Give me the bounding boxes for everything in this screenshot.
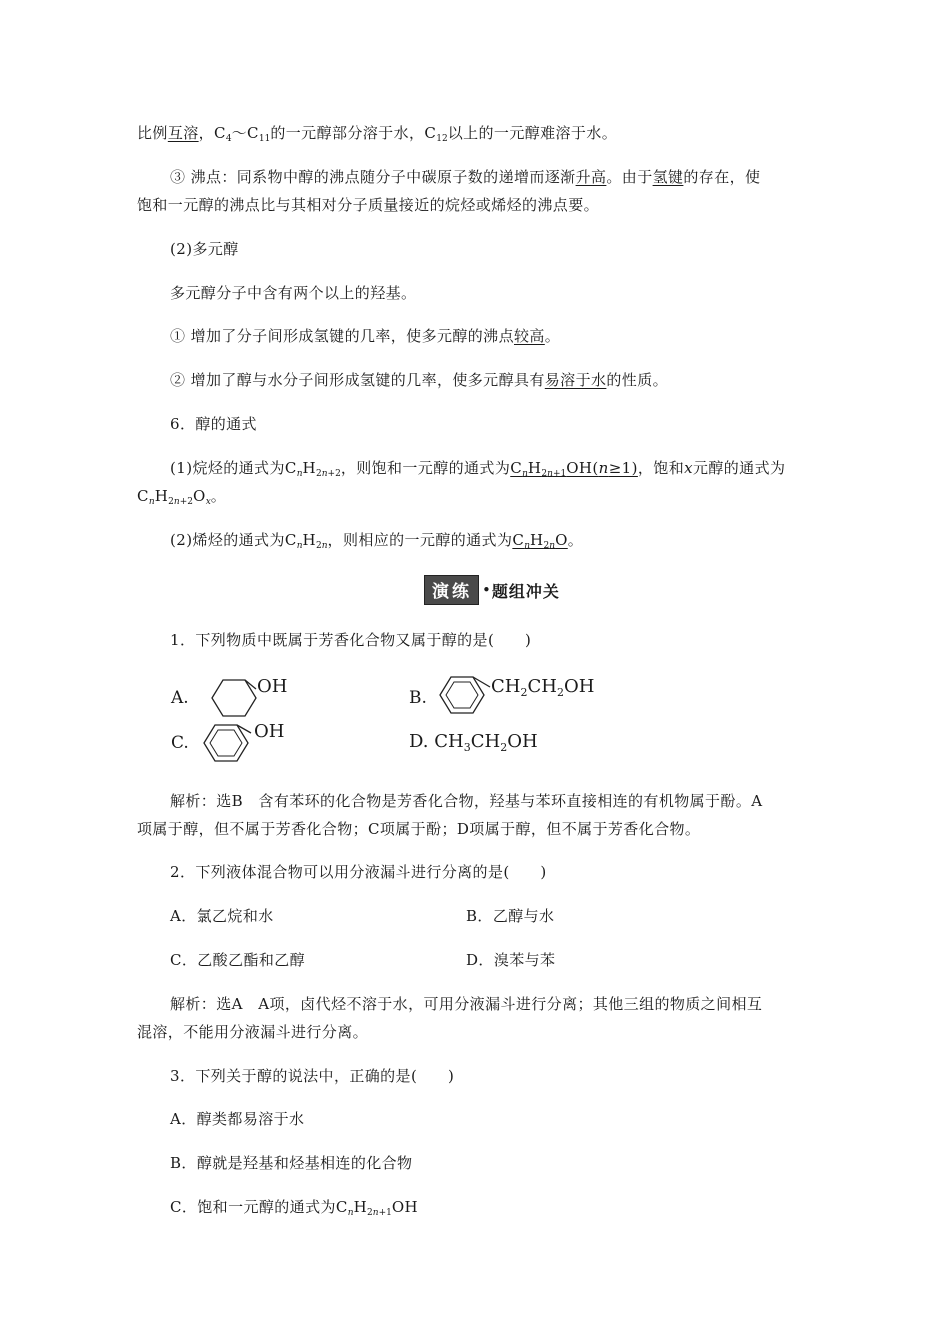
text: O — [555, 531, 568, 549]
text: 以上的一元醇难溶于水。 — [447, 124, 618, 142]
option-a-oh: OH — [257, 676, 288, 697]
text: ，饱和 — [637, 459, 685, 477]
subscript: 2 — [556, 686, 564, 699]
text: H — [530, 531, 544, 549]
question-3-stem: 3．下列关于醇的说法中，正确的是( ) — [170, 1067, 455, 1085]
text: H — [302, 459, 317, 477]
subscript: n — [173, 497, 180, 507]
text: O — [192, 487, 206, 505]
question-2-option-d: D．溴苯与苯 — [466, 951, 556, 969]
question-1-analysis-cont: 项属于醇，但不属于芳香化合物；C项属于酚；D项属于醇，但不属于芳香化合物。 — [137, 820, 701, 838]
text: ② 增加了醇与水分子间形成氢键的几率，使多元醇具有 — [170, 371, 545, 389]
text: 。 — [544, 327, 561, 345]
text: C — [510, 459, 523, 477]
subscript: 12 — [436, 134, 448, 144]
text: ～C — [231, 124, 259, 142]
subscript: 2 — [316, 541, 322, 551]
subscript: n — [372, 1208, 379, 1218]
subscript: 11 — [258, 134, 271, 144]
answer-underline: 升高 — [575, 168, 607, 186]
subscript: 2 — [500, 741, 508, 754]
paragraph-alkane-formula-cont — [137, 486, 226, 506]
question-3-option-c — [170, 1197, 418, 1217]
section-title: 题组冲关 — [491, 581, 560, 601]
option-c-oh: OH — [254, 721, 285, 742]
subscript: +1 — [552, 469, 567, 479]
text: n — [598, 459, 609, 477]
text: 。由于 — [606, 168, 653, 186]
answer-underline: 较高 — [513, 327, 545, 345]
text: 。 — [210, 487, 227, 505]
question-2-stem: 2．下列液体混合物可以用分液漏斗进行分离的是( ) — [170, 863, 547, 881]
subscript: 2 — [543, 541, 550, 551]
question-2-analysis: 解析：选A A项，卤代烃不溶于水，可用分液漏斗进行分离；其他三组的物质之间相互 — [170, 995, 763, 1013]
subscript: n — [321, 541, 328, 551]
question-3-option-b: B．醇就是羟基和烃基相连的化合物 — [170, 1154, 413, 1172]
subscript: +1 — [378, 1208, 392, 1218]
subscript: 2 — [367, 1208, 373, 1218]
question-1-analysis: 解析：选B 含有苯环的化合物是芳香化合物，羟基与苯环直接相连的有机物属于酚。A — [170, 792, 763, 810]
option-d — [409, 731, 538, 753]
subscript: 2 — [520, 686, 528, 699]
subscript: n — [321, 469, 328, 479]
text: (1)烷烃的通式为C — [170, 459, 297, 477]
text: CH — [527, 676, 557, 697]
text: C — [512, 531, 525, 549]
text: 比例 — [137, 124, 168, 142]
section-header-practice — [424, 577, 560, 603]
option-d-letter: D. — [409, 731, 429, 752]
subscript: n — [347, 1208, 354, 1218]
question-2-option-c: C．乙酸乙酯和乙醇 — [170, 951, 306, 969]
question-2-option-b: B．乙醇与水 — [466, 907, 555, 925]
text: ，则饱和一元醇的通式为 — [340, 459, 511, 477]
subscript: n — [524, 541, 531, 551]
text: CH — [434, 731, 464, 752]
subscript: n — [549, 541, 556, 551]
option-a-letter: A. — [171, 688, 189, 708]
section-badge: 演练 — [424, 575, 479, 605]
text: H — [302, 531, 317, 549]
paragraph-boiling-point — [170, 167, 760, 187]
paragraph-polyol-def: 多元醇分子中含有两个以上的羟基。 — [170, 284, 417, 302]
question-3-option-a: A．醇类都易溶于水 — [170, 1110, 305, 1128]
heading-polyol: (2)多元醇 — [170, 240, 239, 258]
text: ≥1) — [608, 459, 638, 477]
paragraph-alkane-formula — [170, 458, 785, 478]
subscript: 2 — [316, 469, 322, 479]
text: ，C — [198, 124, 226, 142]
option-c-letter: C. — [171, 733, 189, 753]
heading-general-formula: 6．醇的通式 — [170, 415, 257, 433]
answer-underline — [512, 531, 567, 549]
text: 元醇的通式为 — [692, 459, 786, 477]
section-dot: • — [482, 581, 491, 599]
text: CH — [470, 731, 501, 752]
text: H — [353, 1198, 368, 1216]
text: 的一元醇部分溶于水，C — [270, 124, 437, 142]
text: 。 — [567, 531, 584, 549]
text: OH — [391, 1198, 419, 1216]
paragraph-alkene-formula — [170, 530, 583, 550]
text: CH — [491, 676, 521, 697]
question-2-option-a: A．氯乙烷和水 — [170, 907, 274, 925]
text: 的性质。 — [606, 371, 668, 389]
text: x — [684, 459, 693, 477]
subscript: 2 — [541, 469, 548, 479]
answer-underline — [510, 459, 638, 477]
paragraph-polyol-1 — [170, 326, 560, 346]
subscript: +2 — [327, 469, 341, 479]
text: ① 增加了分子间形成氢键的几率，使多元醇的沸点 — [170, 327, 514, 345]
subscript: n — [547, 469, 553, 479]
question-1-stem: 1．下列物质中既属于芳香化合物又属于醇的是( ) — [170, 631, 532, 649]
answer-underline: 氢键 — [652, 168, 684, 186]
option-b-chain — [491, 676, 594, 698]
text: OH — [563, 676, 595, 697]
text: 的存在，使 — [683, 168, 761, 186]
subscript: +2 — [179, 497, 193, 507]
text: OH( — [566, 459, 599, 477]
paragraph-solubility-end — [137, 123, 617, 143]
subscript: x — [205, 497, 211, 507]
subscript: 2 — [168, 497, 174, 507]
answer-underline: 互溶 — [167, 124, 199, 142]
paragraph-boiling-point-cont — [137, 195, 599, 215]
paragraph-polyol-2 — [170, 370, 668, 390]
text: 饱和一元醇的沸点比与其相对分子质量接近的烷烃或烯烃的沸点要。 — [137, 196, 600, 214]
text: (2)烯烃的通式为C — [170, 531, 297, 549]
option-b-letter: B. — [409, 688, 427, 708]
text: OH — [507, 731, 538, 752]
text: H — [154, 487, 169, 505]
subscript: n — [148, 497, 155, 507]
text: ③ 沸点：同系物中醇的沸点随分子中碳原子数的递增而逐渐 — [170, 168, 576, 186]
subscript: n — [522, 469, 528, 479]
text: C．饱和一元醇的通式为C — [170, 1198, 348, 1216]
answer-underline: 易溶于水 — [544, 371, 607, 389]
question-2-analysis-cont: 混溶，不能用分液漏斗进行分离。 — [137, 1023, 369, 1041]
subscript: 4 — [225, 134, 232, 144]
text: C — [137, 487, 149, 505]
subscript: n — [296, 469, 303, 479]
subscript: 3 — [463, 741, 471, 754]
subscript: n — [296, 541, 303, 551]
text: H — [527, 459, 542, 477]
text: ，则相应的一元醇的通式为 — [327, 531, 513, 549]
